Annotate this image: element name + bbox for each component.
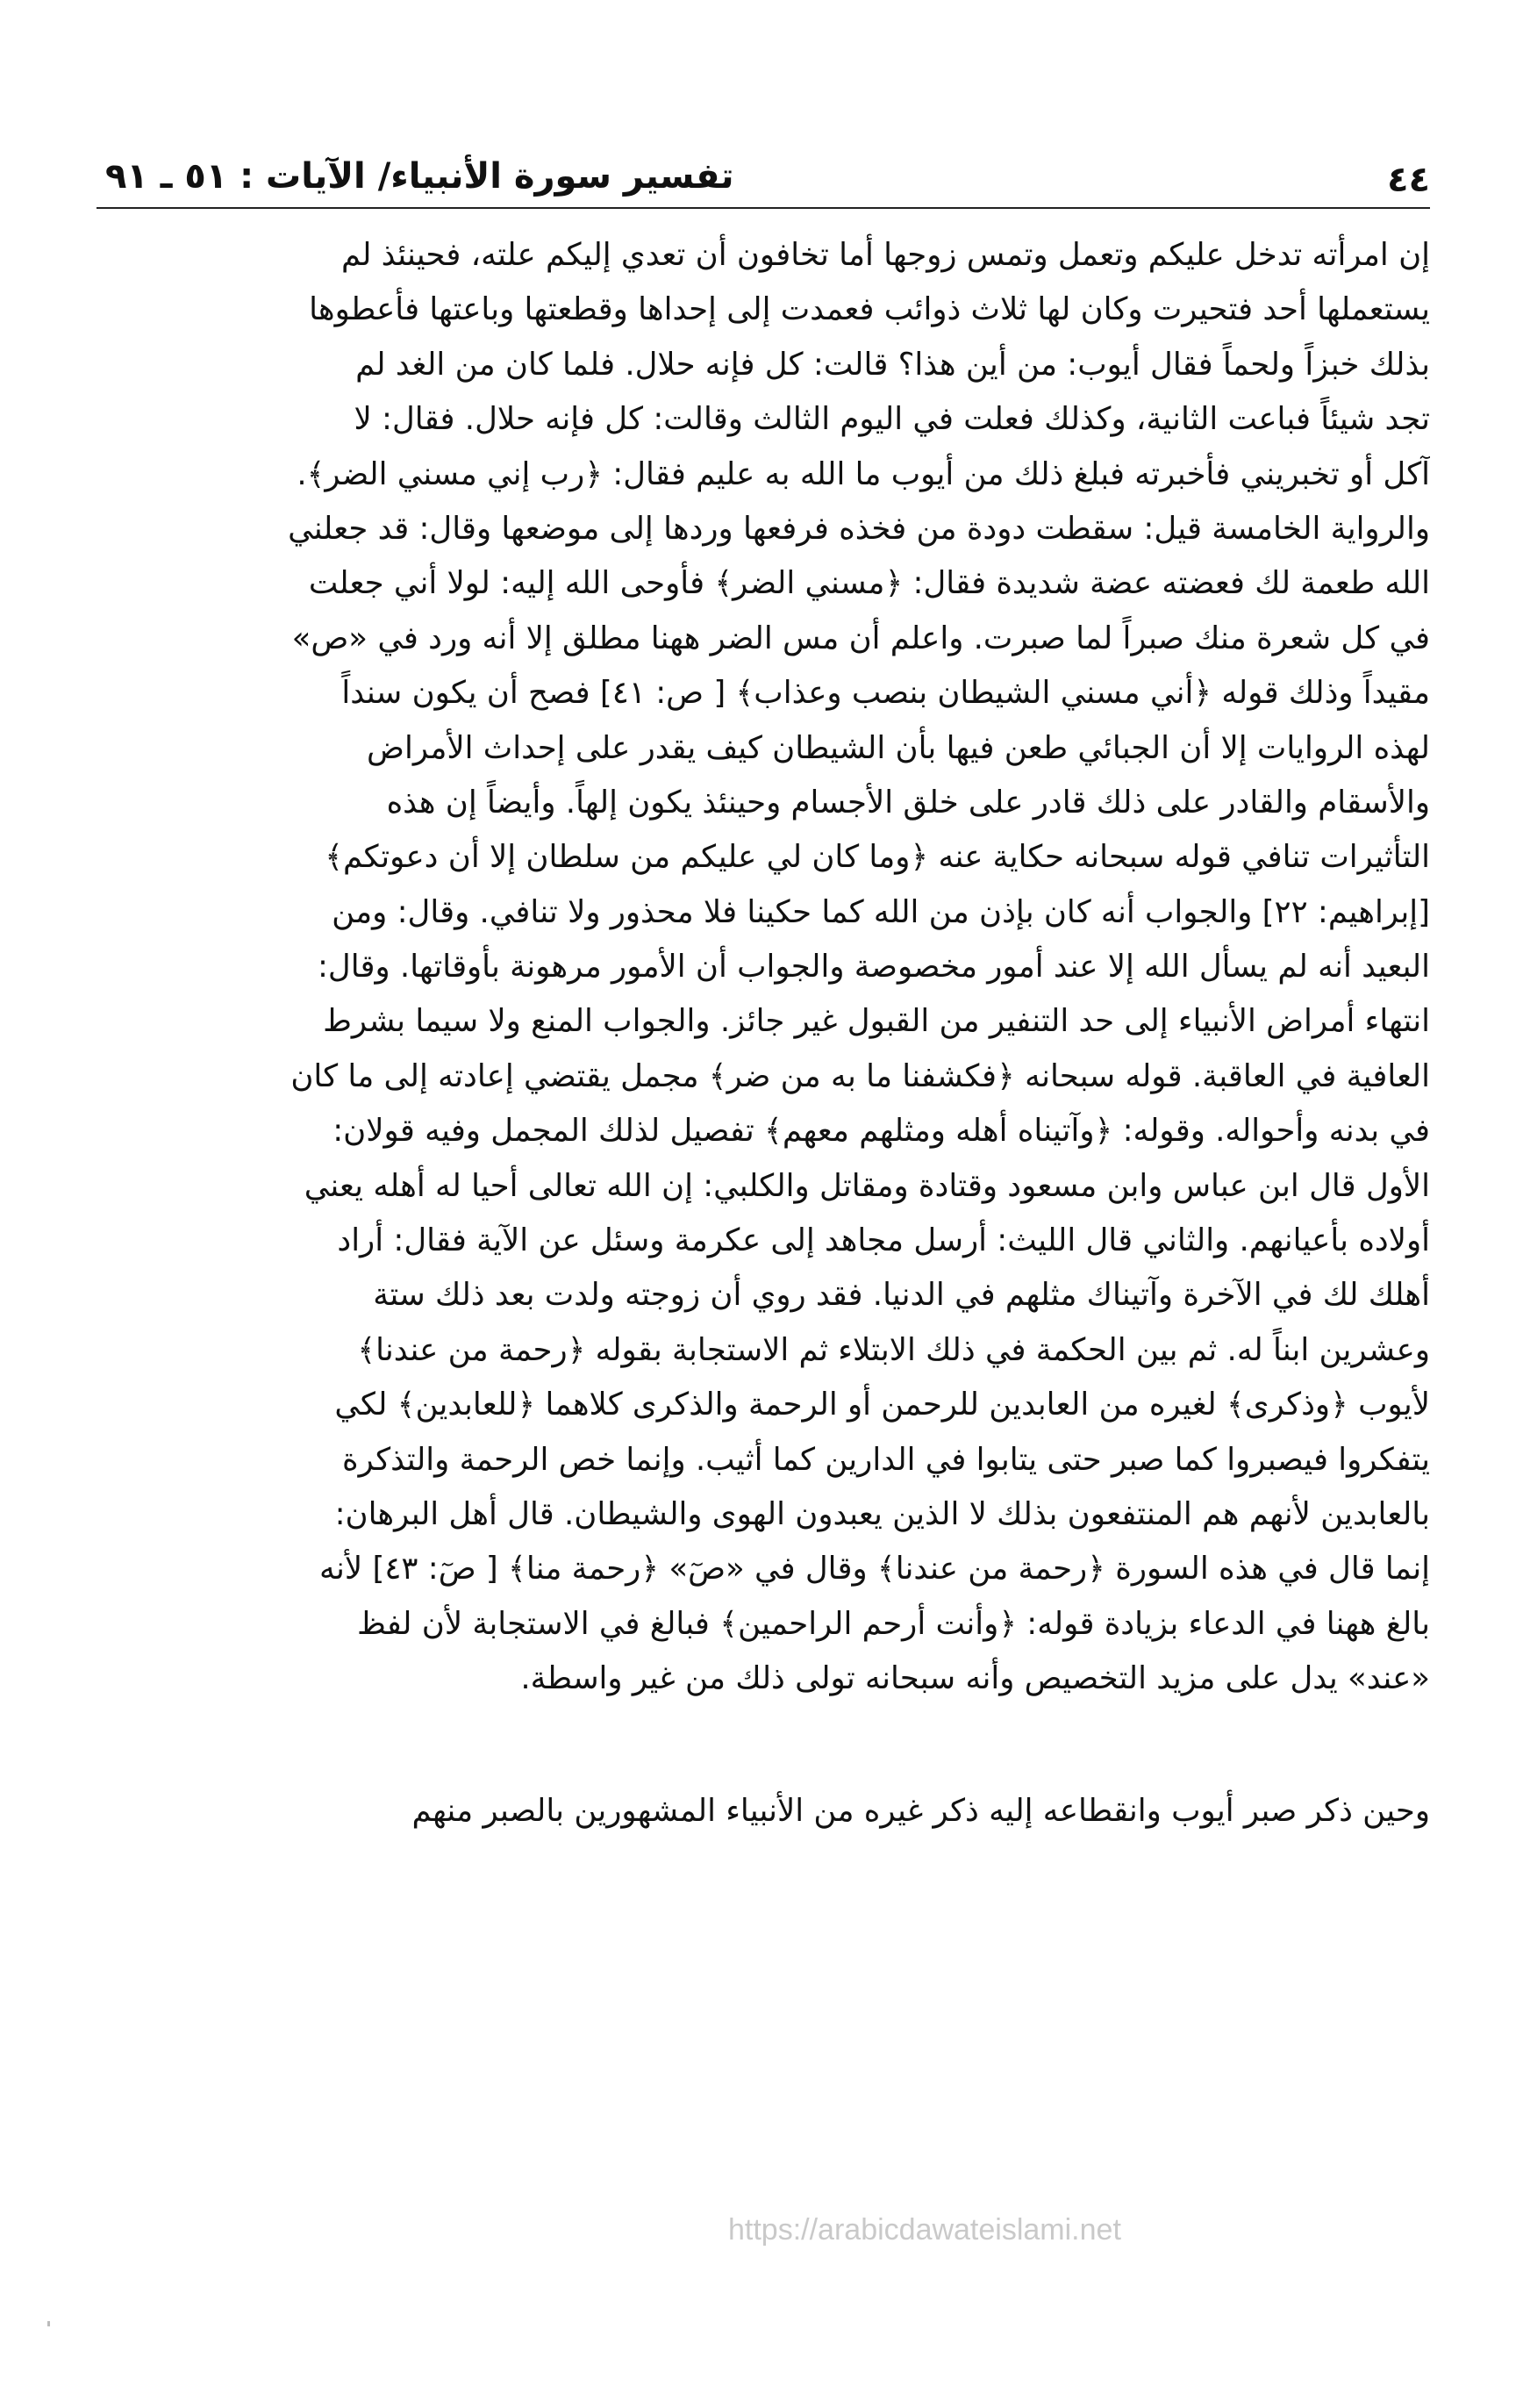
text-line: لأيوب ﴿وذكرى﴾ لغيره من العابدين للرحمن أو الرحمة والذكرى كلاهما ﴿للعابدين﴾ لكي: [334, 1387, 1430, 1423]
text-line: الله طعمة لك فعضته عضة شديدة فقال: ﴿مسني الضر﴾ فأوحى الله إليه: لولا أني جعلت: [308, 565, 1430, 602]
text-line: إن امرأته تدخل عليكم وتعمل وتمس زوجها أما تخافون أن تعدي إليكم علته، فحينئذ لم: [340, 237, 1430, 273]
running-title: تفسير سورة الأنبياء/ الآيات : ٥١ ـ ٩١: [105, 156, 734, 197]
text-line: بالغ ههنا في الدعاء بزيادة قوله: ﴿وأنت أرحم الراحمين﴾ فبالغ في الاستجابة لأن لفظ: [357, 1605, 1430, 1642]
page-number: ٤٤: [1387, 160, 1430, 200]
text-line: «عند» يدل على مزيد التخصيص وأنه سبحانه تولى ذلك من غير واسطة.: [520, 1660, 1430, 1697]
text-line: أولاده بأعيانهم. والثاني قال الليث: أرسل مجاهد إلى عكرمة وسئل عن الآية فقال: أراد: [337, 1222, 1430, 1259]
text-line: وعشرين ابناً له. ثم بين الحكمة في ذلك الابتلاء ثم الاستجابة بقوله ﴿رحمة من عندنا﴾: [357, 1331, 1430, 1368]
text-line: يستعملها أحد فتحيرت وكان لها ثلاث ذوائب فعمدت إلى إحداها وقطعتها وباعتها فأعطوها: [309, 291, 1430, 328]
text-line: والأسقام والقادر على ذلك قادر على خلق الأجسام وحينئذ يكون إلهاً. وأيضاً إن هذه: [386, 784, 1430, 821]
text-line: في بدنه وأحواله. وقوله: ﴿وآتيناه أهله ومثلهم معهم﴾ تفصيل لذلك المجمل وفيه قولان:: [332, 1113, 1430, 1150]
text-line: لهذه الروايات إلا أن الجبائي طعن فيها بأن الشيطان كيف يقدر على إحداث الأمراض: [367, 729, 1430, 766]
text-line: الأول قال ابن عباس وابن مسعود وقتادة ومقاتل والكلبي: إن الله تعالى أحيا له أهله يعني: [304, 1167, 1430, 1204]
text-line: يتفكروا فيصبروا كما صبر حتى يتابوا في الدارين كما أثيب. وإنما خص الرحمة والتذكرة: [342, 1441, 1430, 1478]
text-line: العافية في العاقبة. قوله سبحانه ﴿فكشفنا ما به من ضر﴾ مجمل يقتضي إعادته إلى ما كان: [290, 1057, 1430, 1094]
text-line: بالعابدين لأنهم هم المنتفعون بذلك لا الذين يعبدون الهوى والشيطان. قال أهل البرهان:: [334, 1495, 1430, 1532]
book-page: [97, 149, 1430, 2343]
header-divider: [97, 207, 1430, 209]
text-line: التأثيرات تنافي قوله سبحانه حكاية عنه ﴿وما كان لي عليكم من سلطان إلا أن دعوتكم﴾: [325, 839, 1430, 876]
text-line: انتهاء أمراض الأنبياء إلى حد التنفير من القبول غير جائز. والجواب المنع ولا سيما بشرط: [323, 1003, 1430, 1040]
text-line: بذلك خبزاً ولحماً فقال أيوب: من أين هذا؟ قالت: كل فإنه حلال. فلما كان من الغد لم: [355, 346, 1430, 383]
text-line: إنما قال في هذه السورة ﴿رحمة من عندنا﴾ وقال في «صٓ» ﴿رحمة منا﴾ [ صٓ: ٤٣] لأنه: [319, 1551, 1430, 1587]
body-text: [97, 228, 1430, 1838]
text-line: آكل أو تخبريني فأخبرته فبلغ ذلك من أيوب ما الله به عليم فقال: ﴿رب إني مسني الضر﴾.: [297, 455, 1430, 492]
text-line: والرواية الخامسة قيل: سقطت دودة من فخذه فرفعها وردها إلى موضعها وقال: قد جعلني: [288, 510, 1430, 547]
watermark: https://arabicdawateislami.net: [728, 2213, 1121, 2247]
text-line: في كل شعرة منك صبراً لما صبرت. واعلم أن مس الضر ههنا مطلق إلا أنه ورد في «ص»: [291, 620, 1430, 656]
margin-mark: [47, 2321, 50, 2326]
text-line: مقيداً وذلك قوله ﴿أني مسني الشيطان بنصب وعذاب﴾ [ ص: ٤١] فصح أن يكون سنداً: [341, 675, 1430, 712]
final-text-line: وحين ذكر صبر أيوب وانقطاعه إليه ذكر غيره من الأنبياء المشهورين بالصبر منهم: [411, 1792, 1430, 1829]
text-line: البعيد أنه لم يسأل الله إلا عند أمور مخصوصة والجواب أن الأمور مرهونة بأوقاتها. وقال:: [317, 949, 1430, 985]
page-header: [97, 149, 1430, 204]
text-line: [إبراهيم: ٢٢] والجواب أنه كان بإذن من الله كما حكينا فلا محذور ولا تنافي. وقال: ومن: [332, 893, 1430, 930]
text-line: تجد شيئاً فباعت الثانية، وكذلك فعلت في اليوم الثالث وقالت: كل فإنه حلال. فقال: لا: [354, 401, 1430, 438]
text-line: أهلك لك في الآخرة وآتيناك مثلهم في الدنيا. فقد روي أن زوجته ولدت بعد ذلك ستة: [373, 1277, 1430, 1314]
paragraph-gap: [97, 1707, 1430, 1784]
